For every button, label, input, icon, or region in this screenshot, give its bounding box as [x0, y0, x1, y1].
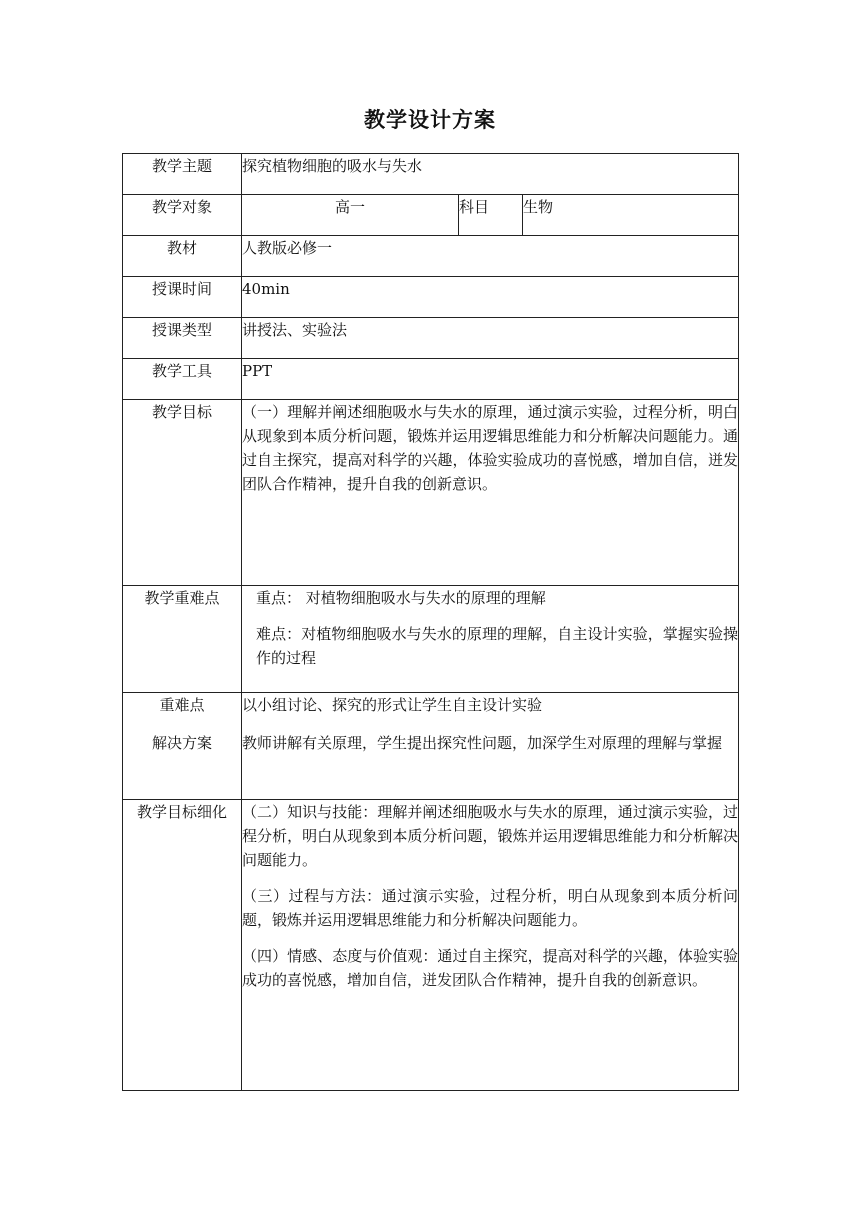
- refined-goal-knowledge: （二）知识与技能：理解并阐述细胞吸水与失水的原理，通过演示实验，过程分析，明白从现象到本质分析问题，锻炼并运用逻辑思维能力和分析解决问题能力。: [242, 803, 739, 869]
- value-goals: [242, 400, 739, 586]
- row-textbook: [123, 236, 739, 277]
- value-topic: 探究植物细胞的吸水与失水: [242, 154, 739, 195]
- label-duration: 授课时间: [123, 277, 242, 318]
- value-textbook: 人教版必修一: [242, 236, 739, 277]
- value-audience: 高一: [242, 195, 459, 236]
- value-duration: 40min: [242, 277, 739, 318]
- goals-text: （一）理解并阐述细胞吸水与失水的原理，通过演示实验，过程分析，明白从现象到本质分析问题，锻炼并运用逻辑思维能力和分析解决问题能力。通过自主探究，提高对科学的兴趣，体验实验成功的喜悦感，增加自信，迸发团队合作精神，提升自我的创新意识。: [242, 403, 739, 493]
- key-point-text: 重点： 对植物细胞吸水与失水的原理的理解: [256, 589, 546, 607]
- value-solution: [242, 693, 739, 800]
- row-type: [123, 318, 739, 359]
- solution-text-2: 教师讲解有关原理，学生提出探究性问题，加深学生对原理的理解与掌握: [242, 734, 723, 752]
- label-refined-goals: 教学目标细化: [123, 800, 242, 1091]
- label-audience: 教学对象: [123, 195, 242, 236]
- row-duration: [123, 277, 739, 318]
- row-tools: [123, 359, 739, 400]
- label-tools: 教学工具: [123, 359, 242, 400]
- row-refined-goals: [123, 800, 739, 1091]
- document-title: 教学设计方案: [364, 108, 496, 132]
- solution-text-1: 以小组讨论、探究的形式让学生自主设计实验: [242, 696, 543, 714]
- label-solution: [123, 693, 242, 800]
- label-goals: 教学目标: [123, 400, 242, 586]
- label-topic: 教学主题: [123, 154, 242, 195]
- label-solution-line1: 重难点: [159, 696, 205, 714]
- value-tools: PPT: [242, 359, 739, 400]
- value-type: 讲授法、实验法: [242, 318, 739, 359]
- row-goals: [123, 400, 739, 586]
- refined-goal-process: （三）过程与方法：通过演示实验，过程分析，明白从现象到本质分析问题，锻炼并运用逻辑思维能力和分析解决问题能力。: [242, 887, 739, 929]
- row-audience: [123, 195, 739, 236]
- value-refined-goals: [242, 800, 739, 1091]
- row-key-points: [123, 586, 739, 693]
- label-type: 授课类型: [123, 318, 242, 359]
- lesson-plan-table: [122, 153, 739, 1091]
- row-topic: [123, 154, 739, 195]
- row-solution: [123, 693, 739, 800]
- refined-goal-attitude: （四）情感、态度与价值观：通过自主探究，提高对科学的兴趣，体验实验成功的喜悦感，增加自信，迸发团队合作精神，提升自我的创新意识。: [242, 947, 739, 989]
- value-subject: 生物: [523, 195, 739, 236]
- label-solution-line2: 解决方案: [151, 734, 212, 752]
- label-key-points: 教学重难点: [123, 586, 242, 693]
- difficult-point-text: 难点：对植物细胞吸水与失水的原理的理解，自主设计实验，掌握实验操作的过程: [256, 625, 739, 667]
- label-subject: 科目: [459, 195, 523, 236]
- value-key-points: [242, 586, 739, 693]
- label-textbook: 教材: [123, 236, 242, 277]
